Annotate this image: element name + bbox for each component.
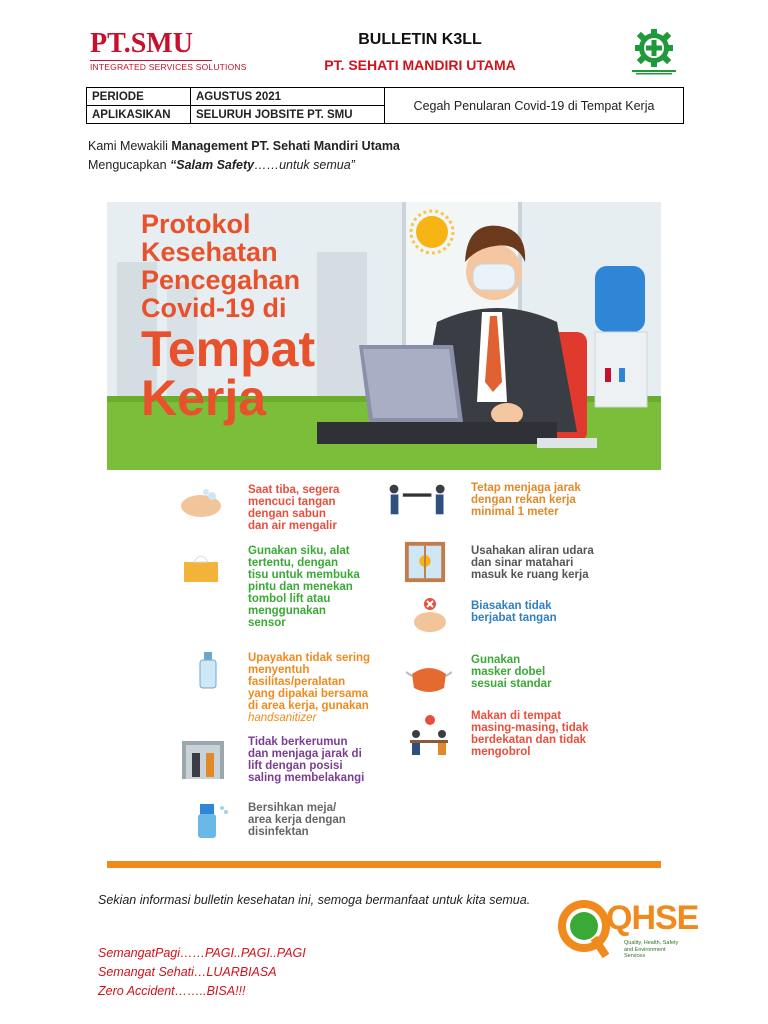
bulletin-title: BULLETIN K3LL [358,31,482,48]
closing-text: Sekian informasi bulletin kesehatan ini, semoga bermanfaat untuk kita semua. [98,893,531,907]
logo-text: PT.SMU [90,28,193,59]
tip-left-5 [186,800,232,845]
salam-rest: ……untuk semua” [254,158,355,172]
slogan-zero-accident: Zero Accident……..BISA!!! [98,984,246,998]
poster-title-line3: Pencegahan [141,265,301,295]
tip-right-1-text: Tetap menjaga jarak dengan rekan kerja minimal 1 meter [471,482,581,518]
face-mask-icon [406,658,452,698]
hand-sanitizer-icon [186,650,232,690]
periode-value: AGUSTUS 2021 [191,88,385,106]
poster-title-line4: Covid-19 di [141,293,287,323]
greeting-prefix: Kami Mewakili [88,139,172,153]
poster-title-line2: Kesehatan [141,237,278,267]
tip-left-3-handsanitizer: handsanitizer [248,712,317,724]
salam-safety: “Salam Safety [170,158,255,172]
tip-left-4-text: Tidak berkerumun dan menjaga jarak di lift dengan posisi saling membelakangi [248,736,365,784]
tip-right-5 [406,714,452,763]
tip-right-3-text: Biasakan tidak berjabat tangan [471,600,557,624]
k3-safety-cross-gear-icon [628,28,680,76]
tip-right-4 [406,658,452,703]
tip-left-4 [180,734,226,789]
tip-right-3 [406,596,452,641]
greeting [88,137,400,175]
tip-left-2 [178,548,224,593]
tip-left-2-text: Gunakan siku, alat tertentu, dengan tisu untuk membuka pintu dan menekan tombol lift atau menggunakan sensor [248,545,360,629]
elevator-icon [180,734,226,784]
disinfectant-spray-icon [186,800,232,840]
greeting-prefix-2: Mengucapkan [88,158,171,172]
slogan-semangat-sehati: Semangat Sehati…LUARBIASA [98,965,277,979]
slogan-semangat-pagi: SemangatPagi……PAGI..PAGI..PAGI [98,946,306,960]
tip-left-3-main: Upayakan tidak sering menyentuh fasilitas/peralatan yang dipakai bersama di area kerja, gunakan [248,652,371,712]
greeting-management: Management PT. Sehati Mandiri Utama [171,139,400,153]
periode-label: PERIODE [87,88,191,106]
tip-left-1 [178,484,224,529]
window-sunlight-icon [402,540,448,584]
hand-washing-icon [178,484,224,524]
qhse-logo [558,896,699,970]
slogans [98,944,306,1001]
tissue-box-icon [178,548,224,588]
company-logo [90,28,247,72]
water-dispenser-icon [595,266,647,407]
qhse-subtext: Quality, Health, Safety and Environment Services [624,940,679,959]
bulletin-info-table [86,87,684,124]
poster-title-big1: Tempat [141,321,316,377]
poster-bottom-divider [107,861,661,868]
poster-title-line1: Protokol [141,209,251,239]
tip-left-1-text: Saat tiba, segera mencuci tangan dengan sabun dan air mengalir [248,484,340,532]
aplikasikan-label: APLIKASIKAN [87,106,191,124]
no-handshake-icon [406,596,452,636]
tip-right-2 [402,540,448,589]
company-name: PT. SEHATI MANDIRI UTAMA [324,57,516,73]
tip-left-3 [186,650,232,695]
bulletin-topic: Cegah Penularan Covid-19 di Tempat Kerja [385,88,684,124]
distance-meeting-icon [374,478,458,522]
tip-right-2-text: Usahakan aliran udara dan sinar matahari masuk ke ruang kerja [471,545,594,581]
poster-title-big2: Kerja [141,370,267,426]
tip-left-5-text: Bersihkan meja/ area kerja dengan disinfektan [248,802,346,838]
tip-right-1 [374,478,458,527]
logo-tagline: INTEGRATED SERVICES SOLUTIONS [90,62,247,72]
poster-hero [107,202,661,470]
tip-right-5-text: Makan di tempat masing-masing, tidak berdekatan dan tidak mengobrol [471,710,589,758]
poster-title [141,209,316,426]
separate-dining-icon [406,714,452,758]
tip-right-4-text: Gunakan masker dobel sesuai standar [471,654,552,690]
qhse-text: QHSE [606,899,699,937]
aplikasikan-value: SELURUH JOBSITE PT. SMU [191,106,385,124]
tip-left-3-text [248,652,372,724]
